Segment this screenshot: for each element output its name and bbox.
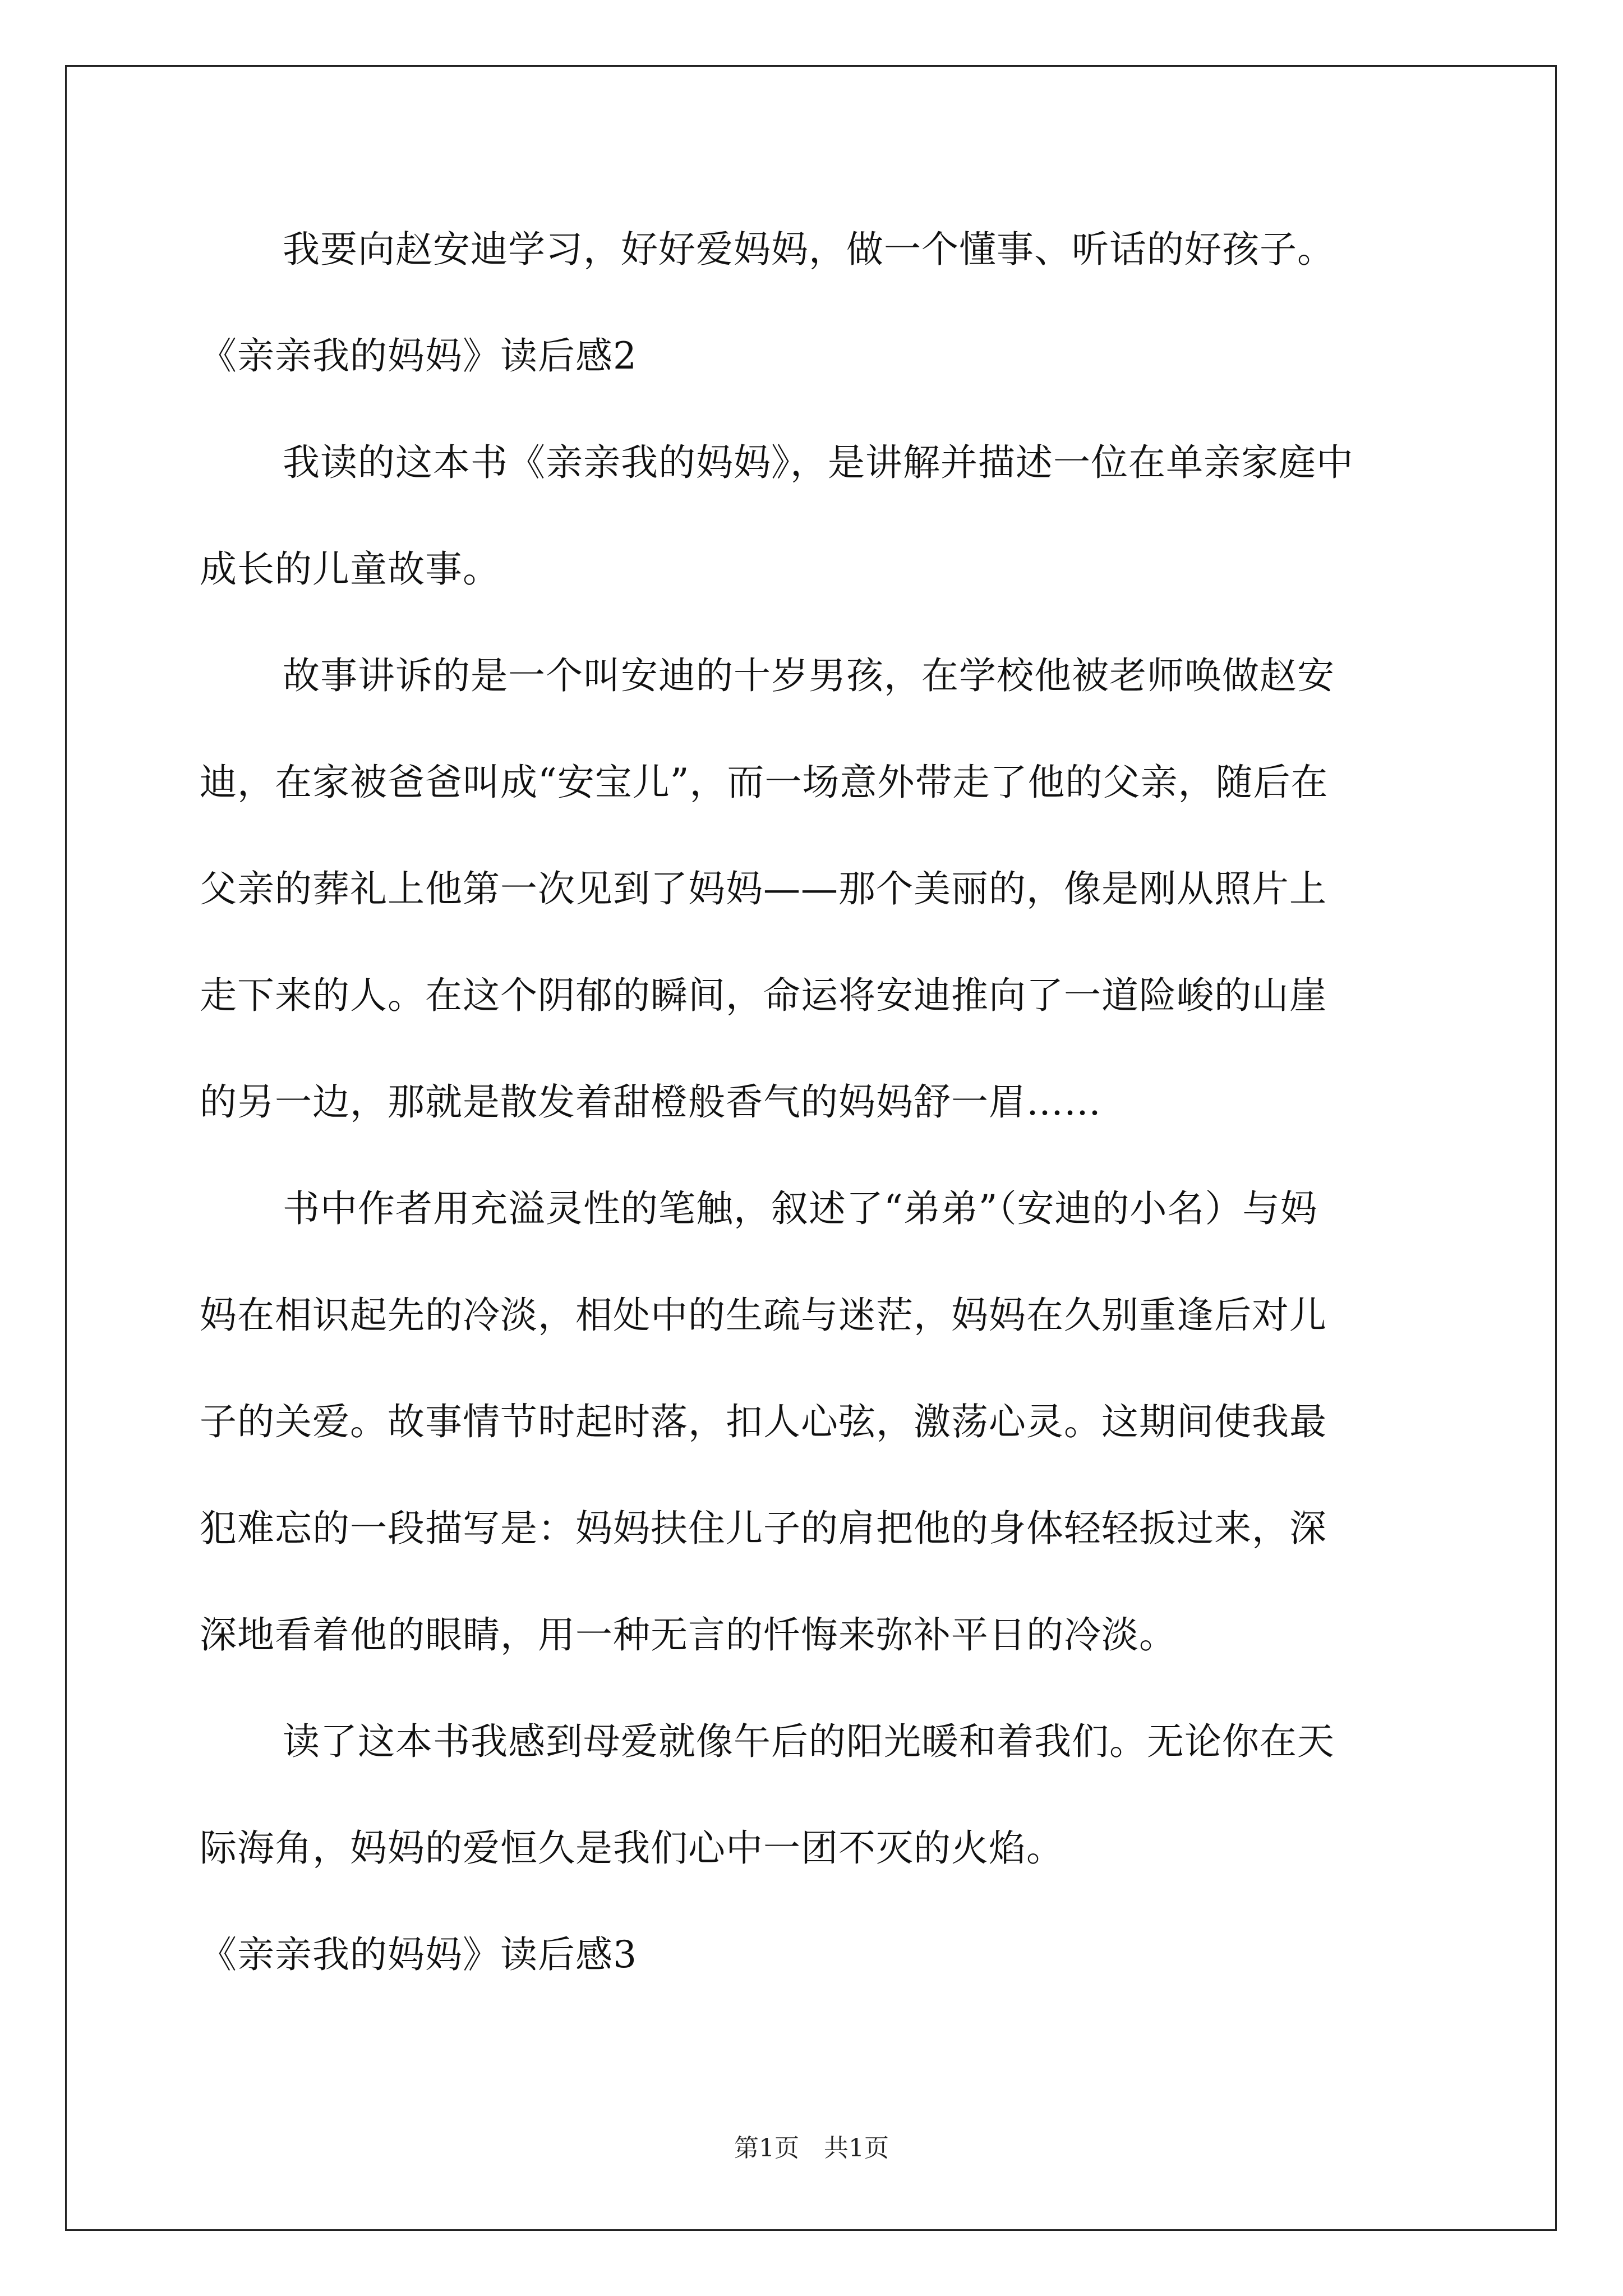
page-footer	[0, 2132, 1623, 2165]
text-line: 读了这本书我感到母爱就像午后的阳光暖和着我们。无论你在天	[283, 1720, 1335, 1763]
text-line: 我要向赵安迪学习，好好爱妈妈，做一个懂事、听话的好孩子。	[283, 228, 1335, 271]
text-line: 的另一边，那就是散发着甜橙般香气的妈妈舒一眉……	[200, 1080, 1101, 1124]
page-total: 共1页	[824, 2134, 889, 2162]
text-line: 我读的这本书《亲亲我的妈妈》，是讲解并描述一位在单亲家庭中	[283, 441, 1354, 484]
text-line: 深地看着他的眼睛，用一种无言的忏悔来弥补平日的冷淡。	[200, 1613, 1177, 1657]
text-line: 故事讲诉的是一个叫安迪的十岁男孩，在学校他被老师唤做赵安	[283, 654, 1335, 697]
text-line: 迪，在家被爸爸叫成“安宝儿”，而一场意外带走了他的父亲，随后在	[200, 761, 1329, 804]
text-line: 犯难忘的一段描写是：妈妈扶住儿子的肩把他的身体轻轻扳过来，深	[200, 1507, 1327, 1550]
page-border	[65, 65, 1557, 2231]
text-line: 书中作者用充溢灵性的笔触，叙述了“弟弟”（安迪的小名）与妈	[283, 1187, 1318, 1230]
section-heading: 《亲亲我的妈妈》读后感2	[200, 334, 637, 378]
text-line: 妈在相识起先的冷淡，相处中的生疏与迷茫，妈妈在久别重逢后对儿	[200, 1294, 1327, 1337]
page-number: 第1页	[734, 2134, 799, 2162]
section-heading: 《亲亲我的妈妈》读后感3	[200, 1933, 637, 1976]
text-line: 走下来的人。在这个阴郁的瞬间，命运将安迪推向了一道险峻的山崖	[200, 974, 1327, 1017]
text-line: 父亲的葬礼上他第一次见到了妈妈——那个美丽的，像是刚从照片上	[200, 867, 1327, 910]
text-line: 际海角，妈妈的爱恒久是我们心中一团不灭的火焰。	[200, 1826, 1064, 1870]
text-line: 成长的儿童故事。	[200, 547, 500, 591]
text-line: 子的关爱。故事情节时起时落，扣人心弦，激荡心灵。这期间使我最	[200, 1400, 1327, 1443]
